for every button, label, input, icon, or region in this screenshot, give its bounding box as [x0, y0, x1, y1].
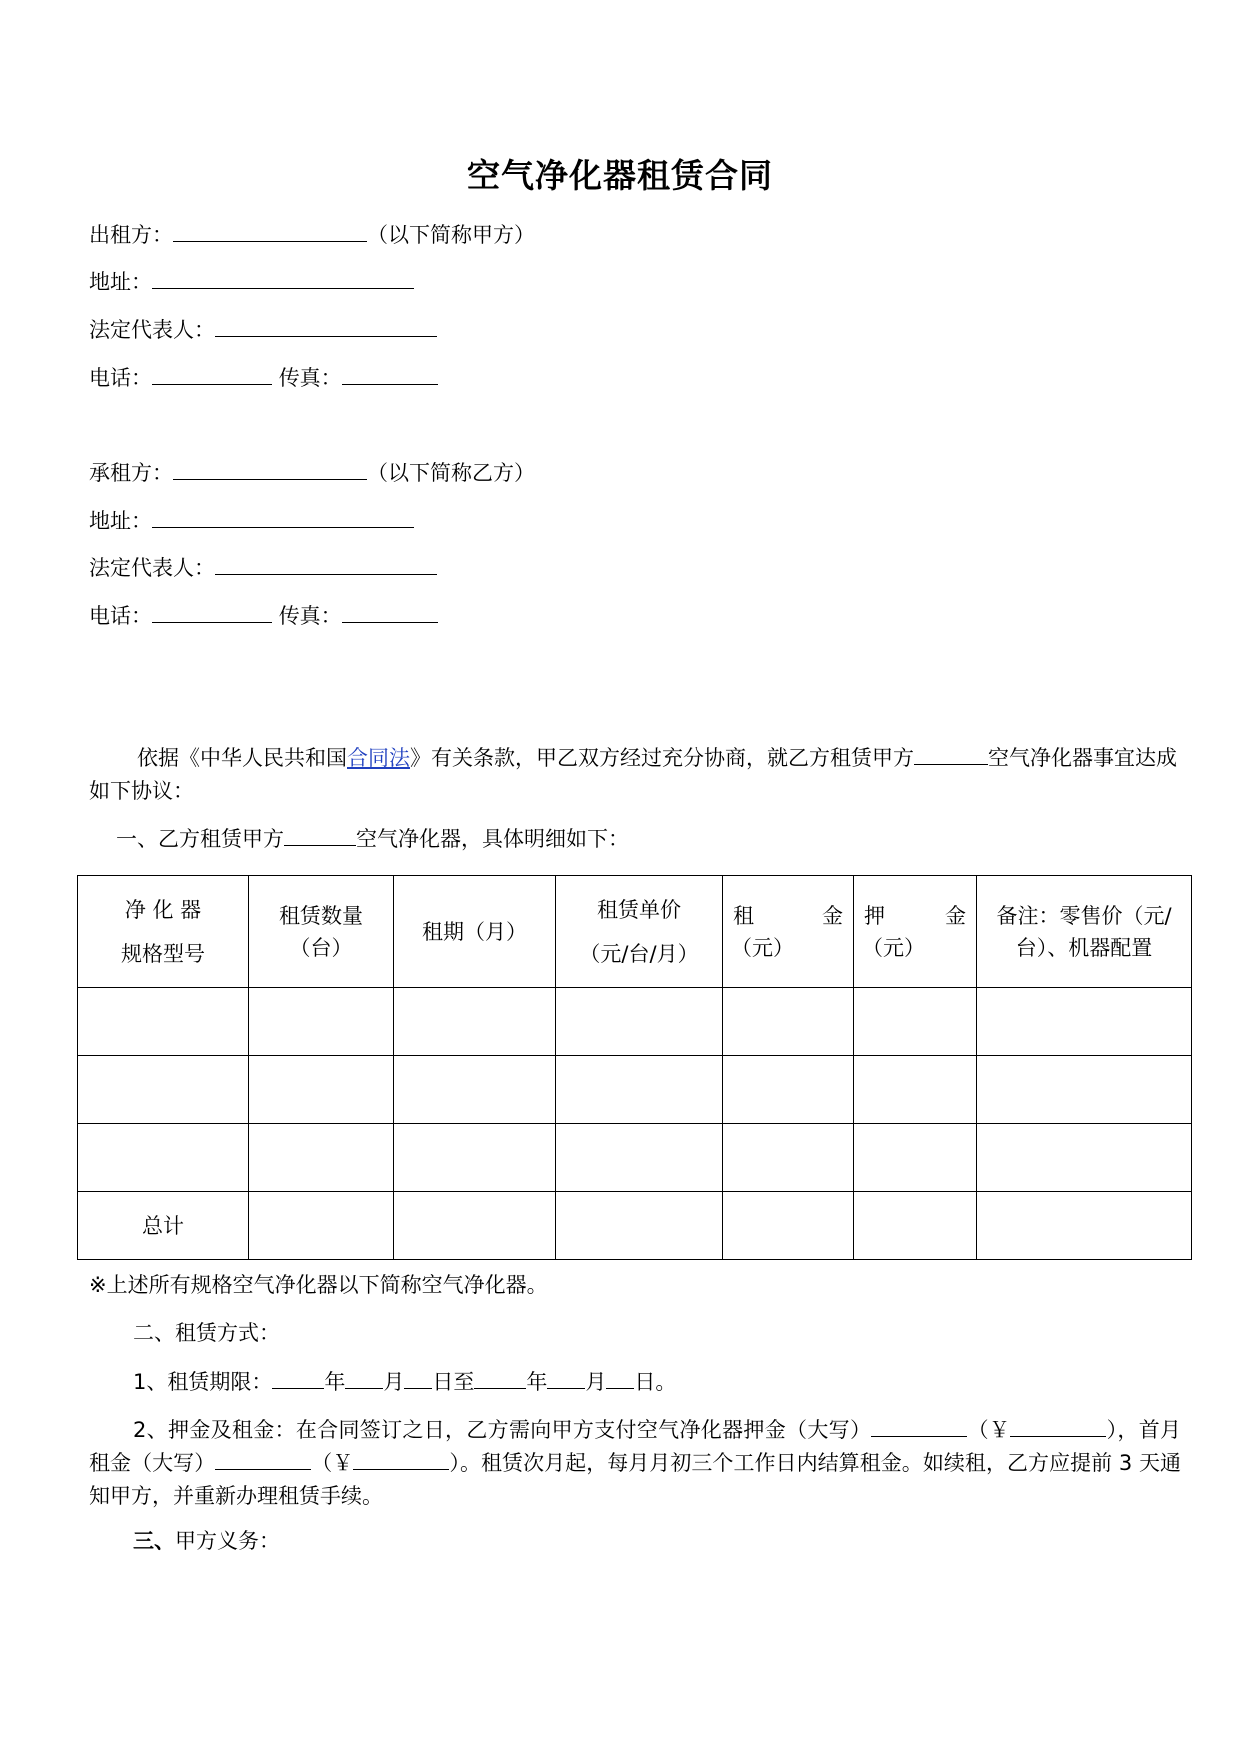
section1-text-2: 空气净化器，具体明细如下： — [356, 827, 629, 851]
header-model-line1: 净 化 器 — [124, 897, 202, 922]
header-rent-char1: 租 — [733, 903, 754, 928]
intro-blank[interactable] — [914, 742, 988, 765]
deposit-text-3: ），首月租金（大写） — [89, 1418, 1182, 1475]
lessee-address-line — [89, 505, 414, 536]
header-deposit-line2: （元） — [862, 935, 925, 960]
table-cell[interactable] — [249, 988, 394, 1056]
lessor-rep-label: 法定代表人： — [89, 318, 215, 342]
section3-heading — [133, 1526, 280, 1556]
lessor-phone-blank[interactable] — [152, 362, 272, 385]
header-deposit — [854, 876, 977, 988]
lessor-rep-blank[interactable] — [215, 314, 437, 337]
start-day-blank[interactable] — [404, 1366, 432, 1389]
lessor-rep-line — [89, 314, 437, 345]
lessee-suffix: （以下简称乙方） — [367, 461, 535, 485]
lessee-rep-line — [89, 552, 437, 583]
end-month-unit: 月 — [585, 1370, 607, 1394]
lessee-label: 承租方： — [89, 461, 173, 485]
header-remarks-line1: 备注：零售价（元/ — [996, 903, 1172, 928]
start-year-blank[interactable] — [272, 1366, 324, 1389]
header-quantity — [249, 876, 394, 988]
table-row — [78, 1124, 1192, 1192]
intro-text-2: 》有关条款，甲乙双方经过充分协商，就乙方租赁甲方 — [410, 746, 914, 770]
table-cell[interactable] — [78, 1124, 249, 1192]
table-cell[interactable] — [249, 1192, 394, 1260]
table-row — [78, 1056, 1192, 1124]
table-cell[interactable] — [854, 1124, 977, 1192]
lessee-phone-line — [89, 600, 438, 631]
table-cell[interactable] — [556, 1192, 723, 1260]
lessor-address-blank[interactable] — [152, 266, 414, 289]
table-cell[interactable] — [556, 1124, 723, 1192]
deposit-text-1: 2、押金及租金：在合同签订之日，乙方需向甲方支付空气净化器押金（大写） — [133, 1418, 872, 1442]
section3-number: 三、 — [133, 1529, 175, 1553]
lessee-fax-blank[interactable] — [342, 600, 438, 623]
table-cell[interactable] — [394, 988, 556, 1056]
table-cell[interactable] — [723, 988, 854, 1056]
table-cell[interactable] — [723, 1124, 854, 1192]
header-quantity-line1: 租赁数量 — [279, 903, 363, 928]
section3-title: 甲方义务： — [175, 1529, 280, 1553]
table-cell[interactable] — [249, 1056, 394, 1124]
header-deposit-line1 — [854, 900, 976, 932]
lessee-address-label: 地址： — [89, 509, 152, 533]
deposit-rent-paragraph — [89, 1414, 1181, 1513]
lessor-fax-label: 传真： — [278, 366, 342, 390]
table-cell[interactable] — [394, 1124, 556, 1192]
section1-blank[interactable] — [284, 823, 356, 846]
table-cell[interactable] — [556, 1056, 723, 1124]
lessor-label: 出租方： — [89, 223, 173, 247]
lease-term-line — [133, 1366, 676, 1397]
header-deposit-char2: 金 — [945, 903, 966, 928]
header-term — [394, 876, 556, 988]
table-cell[interactable] — [854, 1056, 977, 1124]
start-month-unit: 月 — [383, 1370, 405, 1394]
table-cell[interactable] — [977, 988, 1192, 1056]
first-rent-words-blank[interactable] — [215, 1447, 311, 1470]
table-cell[interactable] — [249, 1124, 394, 1192]
header-model — [78, 876, 249, 988]
table-row — [78, 988, 1192, 1056]
end-year-unit: 年 — [526, 1370, 548, 1394]
deposit-text-4: （￥ — [311, 1451, 354, 1475]
contract-law-link[interactable]: 合同法 — [347, 746, 410, 770]
header-term-line1: 租期（月） — [422, 919, 527, 944]
intro-paragraph — [89, 742, 1181, 808]
table-cell[interactable] — [977, 1124, 1192, 1192]
start-year-unit: 年 — [324, 1370, 346, 1394]
table-cell[interactable] — [394, 1192, 556, 1260]
header-unit-price-line2: （元/台/月） — [579, 941, 699, 966]
lessee-address-blank[interactable] — [152, 505, 414, 528]
lessee-phone-label: 电话： — [89, 604, 152, 628]
table-header-row — [78, 876, 1192, 988]
header-model-line2: 规格型号 — [121, 941, 205, 966]
start-day-unit: 日至 — [432, 1370, 475, 1394]
header-unit-price-line1: 租赁单价 — [597, 897, 681, 922]
header-rent-line1 — [723, 900, 853, 932]
deposit-amount-blank[interactable] — [1010, 1414, 1106, 1437]
end-year-blank[interactable] — [474, 1366, 526, 1389]
lessor-fax-blank[interactable] — [342, 362, 438, 385]
intro-text-3: 空气净化器事宜达成如下协议： — [89, 746, 1177, 803]
lessee-line — [89, 457, 535, 488]
end-day-unit: 日。 — [634, 1370, 677, 1394]
intro-text-1: 依据《中华人民共和国 — [137, 746, 347, 770]
first-rent-amount-blank[interactable] — [353, 1447, 449, 1470]
lessor-suffix: （以下简称甲方） — [367, 223, 535, 247]
header-rent — [723, 876, 854, 988]
table-cell[interactable] — [723, 1192, 854, 1260]
section1-heading — [116, 823, 629, 854]
lessor-phone-label: 电话： — [89, 366, 152, 390]
table-cell[interactable] — [394, 1056, 556, 1124]
lessee-rep-blank[interactable] — [215, 552, 437, 575]
lease-term-label: 1、租赁期限： — [133, 1370, 273, 1394]
deposit-text-5: ）。租赁次月起，每月月初三个工作日内结算租金。如续租，乙方应提前 3 天通知甲方，并重新办理租赁手续。 — [89, 1451, 1182, 1508]
total-label: 总计 — [78, 1192, 249, 1260]
header-rent-line2: （元） — [731, 935, 794, 960]
header-deposit-char1: 押 — [864, 903, 885, 928]
document-title: 空气净化器租赁合同 — [467, 156, 773, 195]
lessor-phone-line — [89, 362, 438, 393]
table-note: ※上述所有规格空气净化器以下简称空气净化器。 — [89, 1273, 548, 1297]
header-remarks-line2: 台）、机器配置 — [1015, 935, 1153, 960]
end-day-blank[interactable] — [606, 1366, 634, 1389]
table-cell[interactable] — [723, 1056, 854, 1124]
section1-text-1: 一、乙方租赁甲方 — [116, 827, 284, 851]
header-unit-price — [556, 876, 723, 988]
section2-heading: 二、租赁方式： — [133, 1321, 280, 1345]
start-month-blank[interactable] — [345, 1366, 383, 1389]
header-rent-char2: 金 — [822, 903, 843, 928]
end-month-blank[interactable] — [547, 1366, 585, 1389]
table-total-row — [78, 1192, 1192, 1260]
table-cell[interactable] — [556, 988, 723, 1056]
table-cell[interactable] — [78, 988, 249, 1056]
table-cell[interactable] — [854, 1192, 977, 1260]
lessor-line — [89, 219, 535, 250]
lessee-fax-label: 传真： — [278, 604, 342, 628]
table-cell[interactable] — [977, 1192, 1192, 1260]
lessor-name-blank[interactable] — [173, 219, 367, 242]
header-quantity-line2: （台） — [289, 935, 353, 960]
rental-detail-table — [77, 875, 1192, 1260]
lessor-address-line — [89, 266, 414, 297]
table-cell[interactable] — [977, 1056, 1192, 1124]
lessor-address-label: 地址： — [89, 270, 152, 294]
lessee-phone-blank[interactable] — [152, 600, 272, 623]
lessee-rep-label: 法定代表人： — [89, 556, 215, 580]
table-cell[interactable] — [78, 1056, 249, 1124]
deposit-text-2: （￥ — [967, 1418, 1011, 1442]
deposit-words-blank[interactable] — [871, 1414, 967, 1437]
lessee-name-blank[interactable] — [173, 457, 367, 480]
table-cell[interactable] — [854, 988, 977, 1056]
header-remarks — [977, 876, 1192, 988]
